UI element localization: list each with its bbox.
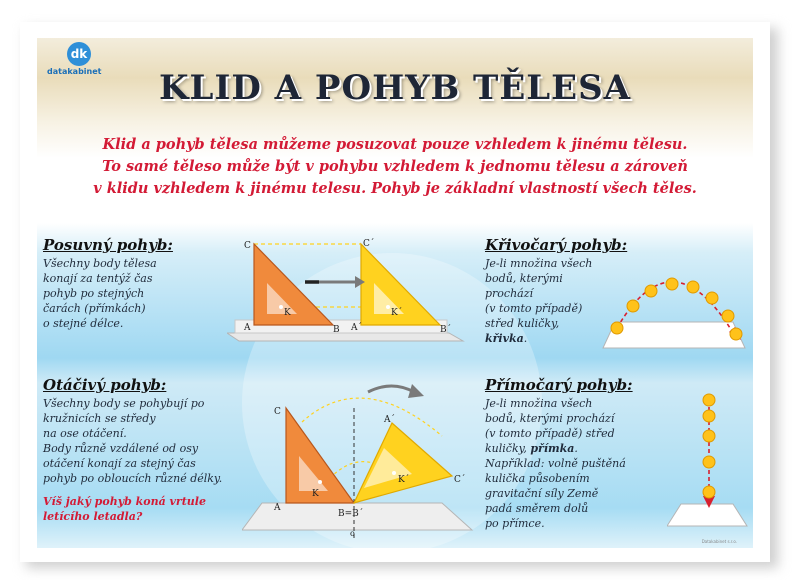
ball bbox=[666, 278, 678, 290]
label-k: K bbox=[312, 489, 319, 499]
intro-text bbox=[45, 134, 745, 200]
question-line: letícího letadla? bbox=[43, 510, 143, 523]
text-line: gravitační síly Země bbox=[485, 487, 599, 500]
label-c-moved: C´ bbox=[454, 475, 466, 485]
platform bbox=[603, 322, 745, 348]
text-line: střed kuličky, bbox=[485, 317, 560, 330]
text-line: o stejné délce. bbox=[43, 317, 124, 330]
platform bbox=[227, 333, 463, 341]
label-a: A bbox=[274, 503, 281, 513]
text-line: (v tomto případě) bbox=[485, 302, 583, 315]
translation-section bbox=[43, 236, 243, 331]
ball bbox=[703, 486, 715, 498]
footer-credits: Datakabinet s.r.o. bbox=[701, 539, 737, 544]
text-line: kružnicích se středy bbox=[43, 412, 156, 425]
text-line: Je-li množina všech bbox=[485, 257, 593, 270]
point-k bbox=[279, 305, 283, 309]
ball bbox=[627, 300, 639, 312]
rotation-arc bbox=[302, 398, 442, 436]
keyword-krivka: křivka bbox=[485, 332, 524, 345]
label-b-equal: B=B´ bbox=[338, 509, 364, 519]
text-line: konají za tentýž čas bbox=[43, 272, 153, 285]
rotation-arrow bbox=[368, 386, 414, 392]
rotation-section bbox=[43, 376, 253, 524]
logo-text: datakabinet bbox=[47, 67, 102, 76]
label-k-moved: K´ bbox=[398, 475, 410, 485]
text-line: po přímce. bbox=[485, 517, 545, 530]
point-k-moved bbox=[392, 471, 396, 475]
keyword-primka: přímka bbox=[530, 442, 575, 455]
ball bbox=[703, 456, 715, 468]
translation-diagram bbox=[227, 238, 467, 343]
text-line: bodů, kterými bbox=[485, 272, 563, 285]
ball bbox=[730, 328, 742, 340]
text-line: Například: volně puštěná bbox=[485, 457, 626, 470]
label-b: B bbox=[333, 325, 340, 335]
label-k: K bbox=[284, 308, 291, 318]
label-c: C bbox=[244, 241, 251, 251]
label-b-moved: B´ bbox=[440, 325, 452, 335]
text-line bbox=[485, 441, 685, 456]
platform bbox=[667, 504, 747, 526]
rectilinear-diagram bbox=[667, 378, 751, 538]
text-line: pohyb po obloucích různé délky. bbox=[43, 472, 223, 485]
rotation-heading: Otáčivý pohyb: bbox=[43, 376, 167, 394]
curvilinear-diagram bbox=[595, 262, 751, 362]
label-a: A bbox=[244, 323, 251, 333]
text-end: . bbox=[523, 332, 528, 345]
ball bbox=[722, 310, 734, 322]
intro-line: To samé těleso může být v pohybu vzhledem k jednomu tělesu a zároveň bbox=[102, 158, 688, 175]
text-line: čarách (přímkách) bbox=[43, 302, 146, 315]
text-line: kulička působením bbox=[485, 472, 590, 485]
translation-heading: Posuvný pohyb: bbox=[43, 236, 173, 254]
ball bbox=[687, 281, 699, 293]
intro-line: Klid a pohyb tělesa můžeme posuzovat pouze vzhledem k jinému tělesu. bbox=[102, 136, 688, 153]
text-line: bodů, kterými prochází bbox=[485, 412, 615, 425]
curvilinear-heading: Křivočarý pohyb: bbox=[485, 236, 628, 254]
text-end: . bbox=[574, 442, 578, 455]
ball bbox=[703, 430, 715, 442]
text-line: (v tomto případě) střed bbox=[485, 427, 615, 440]
intro-line: v klidu vzhledem k jinému telesu. Pohyb je základní vlastností všech těles. bbox=[93, 180, 697, 197]
label-c: C bbox=[274, 407, 281, 417]
poster bbox=[20, 22, 770, 562]
text-line: otáčení konají za stejný čas bbox=[43, 457, 196, 470]
text-line: Všechny body se pohybují po bbox=[43, 397, 205, 410]
ball bbox=[645, 285, 657, 297]
label-c-moved: C´ bbox=[363, 239, 375, 249]
rotation-diagram bbox=[242, 378, 492, 538]
logo-mark-icon: dk bbox=[67, 42, 91, 66]
ball bbox=[703, 394, 715, 406]
text-line: Je-li množina všech bbox=[485, 397, 593, 410]
rectilinear-heading: Přímočarý pohyb: bbox=[485, 376, 633, 394]
question-line: Víš jaký pohyb koná vrtule bbox=[43, 495, 206, 508]
ball bbox=[611, 322, 623, 334]
text-line: Body různě vzdálené od osy bbox=[43, 442, 199, 455]
poster-canvas bbox=[37, 38, 753, 548]
text-line: prochází bbox=[485, 287, 534, 300]
text-line: pohyb po stejných bbox=[43, 287, 145, 300]
label-axis: o bbox=[350, 529, 355, 538]
point-k bbox=[318, 480, 322, 484]
text-line: na ose otáčení. bbox=[43, 427, 127, 440]
ball bbox=[703, 410, 715, 422]
point-k-moved bbox=[386, 305, 390, 309]
rectilinear-section bbox=[485, 376, 685, 531]
label-a-moved: A´ bbox=[384, 415, 395, 425]
ball bbox=[706, 292, 718, 304]
poster-title: KLID A POHYB TĚLESA bbox=[158, 68, 632, 108]
text-line: Všechny body tělesa bbox=[43, 257, 157, 270]
rotation-arrow-head bbox=[408, 384, 424, 398]
text-line: padá směrem dolů bbox=[485, 502, 589, 515]
label-k-moved: K´ bbox=[391, 308, 403, 318]
label-a-moved: A´ bbox=[351, 323, 362, 333]
set-square-rotated bbox=[354, 423, 452, 503]
text-part: kuličky, bbox=[485, 442, 531, 455]
